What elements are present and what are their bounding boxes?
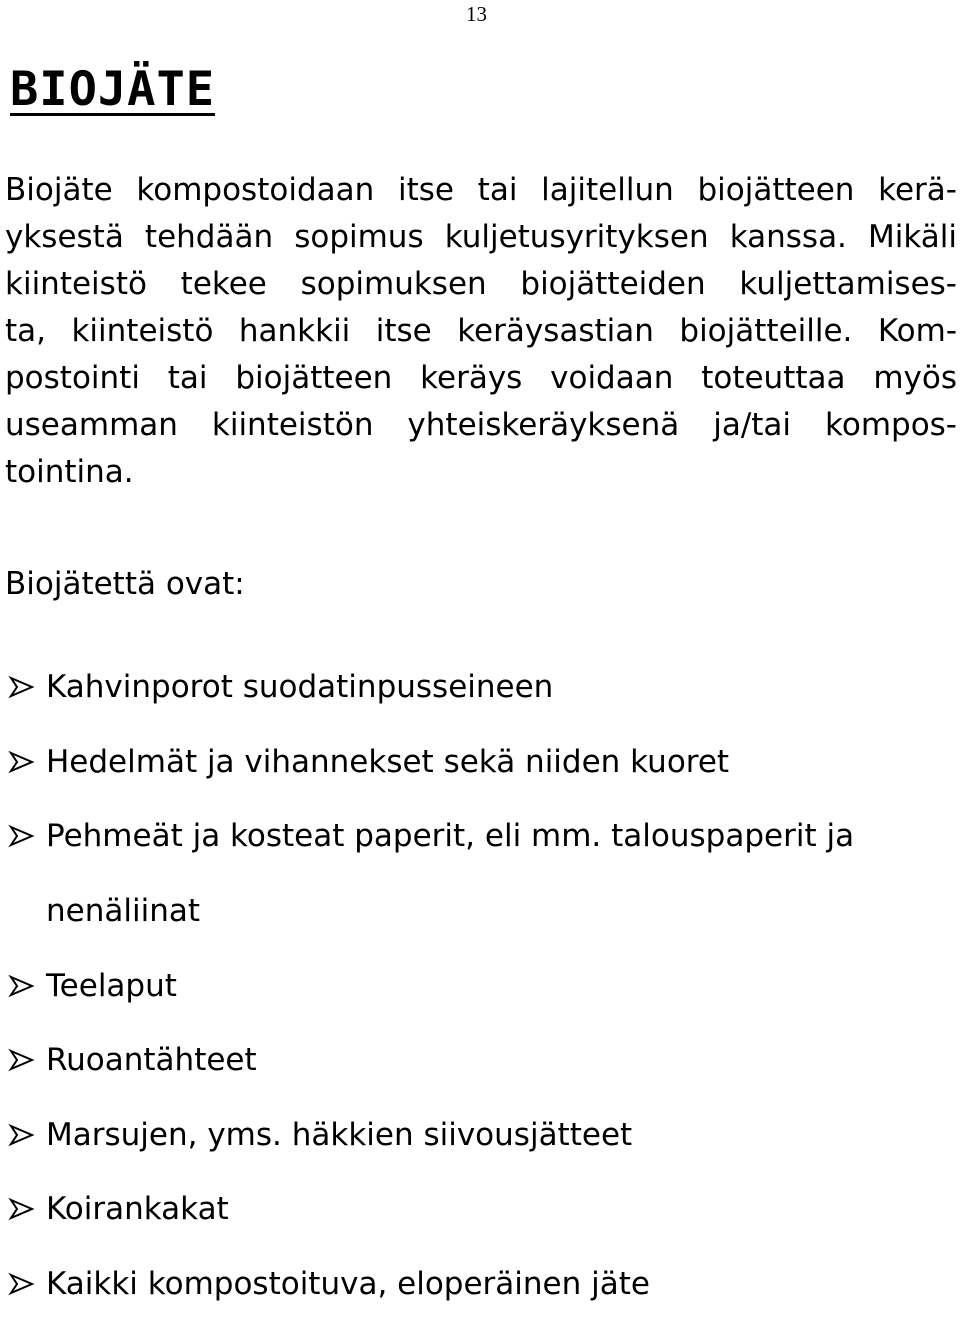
list-item <box>0 1111 960 1159</box>
list-item-text: Koirankakat <box>46 1191 229 1228</box>
paragraph-line: useamman kiinteistön yhteiskeräyksenä ja/tai kompos- <box>5 407 957 443</box>
body-paragraph <box>5 167 957 496</box>
list-item-text-continued: nenäliinat <box>46 892 201 929</box>
arrowhead-bullet-icon <box>8 974 36 998</box>
paragraph-line: ta, kiinteistö hankkii itse keräysastian biojätteille. Kom- <box>5 313 957 349</box>
arrowhead-bullet-icon <box>8 675 36 699</box>
list-item <box>0 962 960 1010</box>
paragraph-line: yksestä tehdään sopimus kuljetusyrityksen kanssa. Mikäli <box>5 219 957 255</box>
list-item <box>0 1036 960 1084</box>
paragraph-line: Biojäte kompostoidaan itse tai lajitellun biojätteen kerä- <box>5 172 957 208</box>
list-item <box>0 663 960 711</box>
list-item <box>0 1260 960 1308</box>
list-item <box>0 799 960 948</box>
arrowhead-bullet-icon <box>8 1197 36 1221</box>
biowaste-list <box>0 663 960 1335</box>
page-number: 13 <box>466 2 487 26</box>
list-item-text: Ruoantähteet <box>46 1042 257 1079</box>
arrowhead-bullet-icon <box>8 1048 36 1072</box>
list-item <box>0 1185 960 1233</box>
page-heading: BIOJÄTE <box>10 62 216 117</box>
list-item-text: Kahvinporot suodatinpusseineen <box>46 669 554 705</box>
list-item <box>0 738 960 786</box>
arrowhead-bullet-icon <box>8 824 36 848</box>
list-item-text: Hedelmät ja vihannekset sekä niiden kuoret <box>46 743 730 780</box>
list-intro: Biojätettä ovat: <box>5 566 245 602</box>
list-item-text: Marsujen, yms. häkkien siivousjätteet <box>46 1116 633 1153</box>
paragraph-line: kiinteistö tekee sopimuksen biojätteiden kuljettamises- <box>5 266 957 302</box>
paragraph-line: tointina. <box>5 454 134 490</box>
list-item-text: Pehmeät ja kosteat paperit, eli mm. talouspaperit ja <box>46 818 855 855</box>
paragraph-line: postointi tai biojätteen keräys voidaan toteuttaa myös <box>5 360 957 396</box>
arrowhead-bullet-icon <box>8 1123 36 1147</box>
list-item-text: Kaikki kompostoituva, eloperäinen jäte <box>46 1266 650 1303</box>
arrowhead-bullet-icon <box>8 750 36 774</box>
arrowhead-bullet-icon <box>8 1272 36 1296</box>
list-item-text: Teelaput <box>46 967 177 1004</box>
